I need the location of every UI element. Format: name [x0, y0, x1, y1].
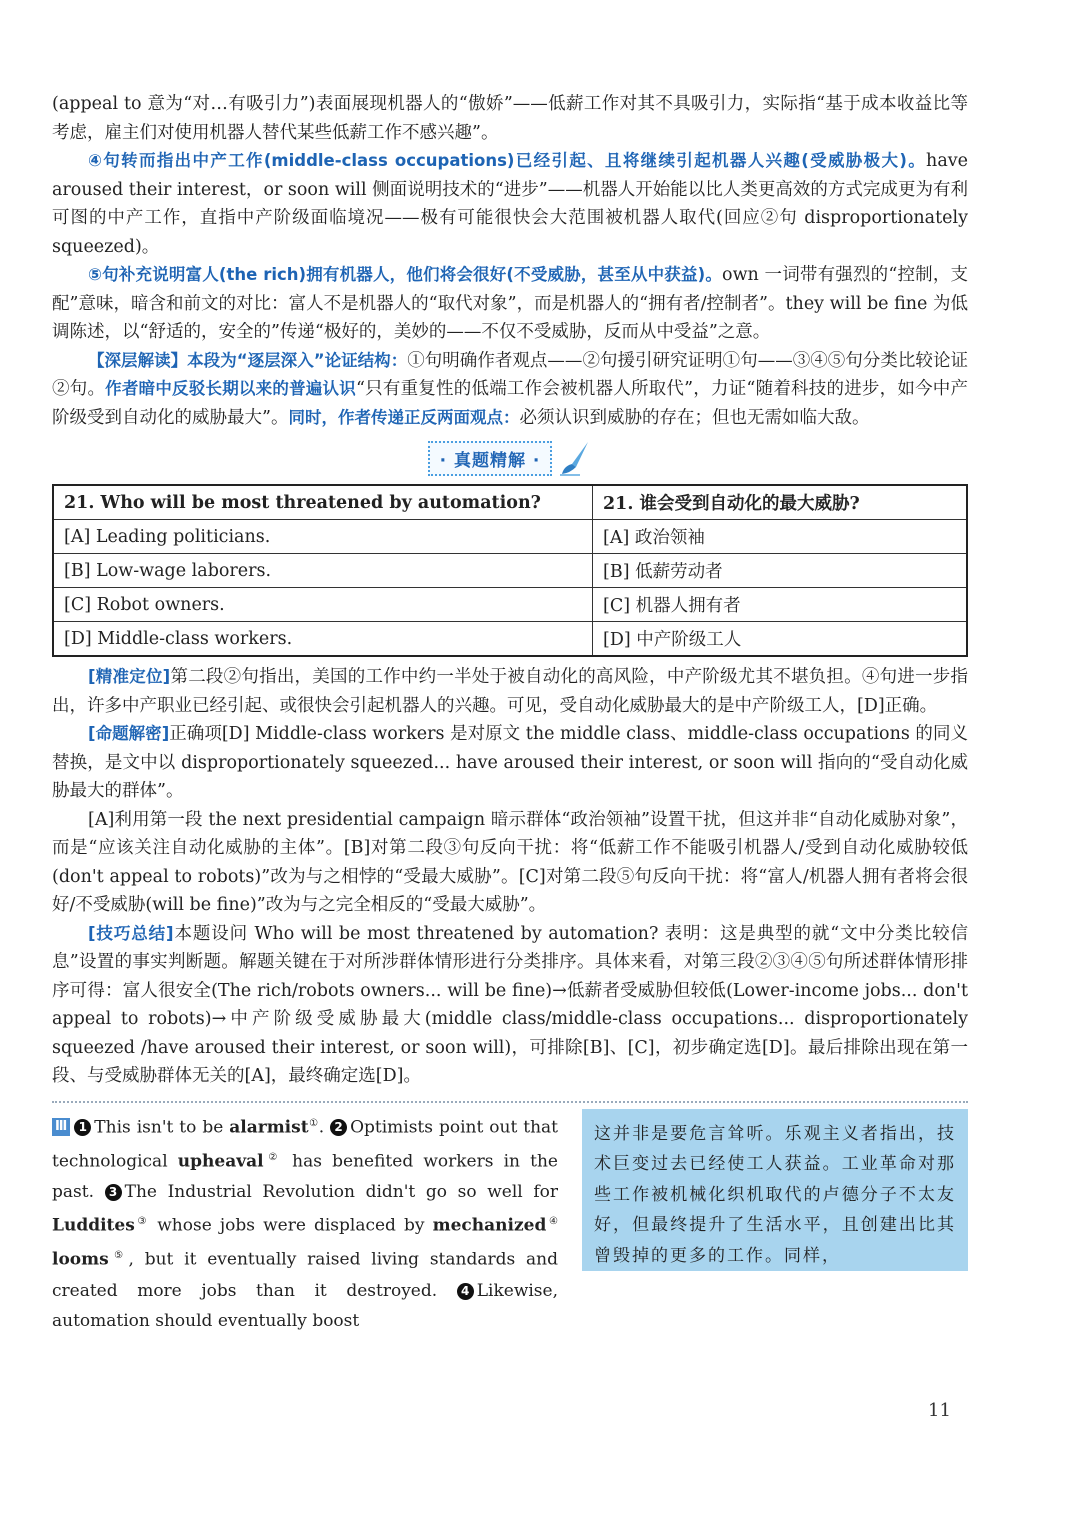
sentence-5-explanation: own 一词带有强烈的“控制，支配”意味，暗含和前文的对比：富人不是机器人的“取代对象”，而是机器人的“拥有者/控制者”。they will be fine 为低调陈述，以“舒适的，安全的”传递“极好的，美妙的——不仅不受威胁，反而从中受益”之意。 [52, 265, 968, 342]
option-d-en: [D] Middle-class workers. [53, 622, 593, 657]
analysis-distractors: [A]利用第一段 the next presidential campaign 暗示群体“政治领袖”设置干扰，但这并非“自动化威胁对象”，而是“应该关注自动化威胁的主体”。[B]对第二段③句反向干扰：将“低薪工作不能吸引机器人/受到自动化威胁较低(don't appeal to robots)”改为与之相悖的“受最大威胁”。[C]对第二段⑤句反向干扰：将“富人/机器人拥有者将会很好/不受威胁(will be fine)”改为与之完全相反的“受最大威胁”。 [52, 809, 968, 915]
analysis-locate [52, 663, 968, 720]
tips-label: [技巧总结] [88, 923, 174, 943]
paragraph-marker: Ⅲ [52, 1118, 70, 1136]
sentence-4-explanation: have aroused their interest，or soon will 侧面说明技术的“进步”——机器人开始能以比人类更高效的方式完成更为有利可图的中产工作，直指中产阶级面临境况——极有可能很快会大范围被机器人取代(回应②句 disproportionately squeezed)。 [52, 151, 968, 257]
passage-english [52, 1109, 558, 1337]
paragraph-deep-reading [52, 347, 968, 433]
section-title: · 真题精解 · [428, 441, 553, 476]
deep-reading-label: 【深层解读】本段为“逐层深入”论证结构： [88, 350, 408, 370]
paragraph-appeal: (appeal to 意为“对…有吸引力”)表面展现机器人的“傲娇”——低薪工作对其不具吸引力，实际指“基于成本收益比等考虑，雇主们对使用机器人替代某些低薪工作不感兴趣”。 [52, 94, 968, 143]
deep-reading-text-e: 必须认识到威胁的存在；但也无需如临大敌。 [519, 407, 870, 428]
table-row [53, 554, 967, 588]
translation-text: 这并非是要危言耸听。乐观主义者指出，技术巨变过去已经使工人获益。工业革命对那些工作被机械化织机取代的卢德分子不太友好，但最终提升了生活水平，且创建出比其曾毁掉的更多的工作。同样， [594, 1123, 956, 1266]
tips-text: 本题设问 Who will be most threatened by automation? 表明：这是典型的就“文中分类比较信息”设置的事实判断题。解题关键在于对所涉群体情形进行分类排序。具体来看，对第三段②③④⑤句所述群体情形排序可得：富人很安全(The rich/robots owners... will be fine)→低薪者受威胁但较低(Lower-income jobs... don't appeal to robots)→中产阶级受威胁最大(middle class/middle-class occupations... disproportionately squeezed /have aroused their interest, or soon will)，可排除[B]、[C]，初步确定选[D]。最后排除出现在第一段、与受威胁群体无关的[A]，最终确定选[D]。 [52, 923, 968, 1086]
sentence-number-3: 3 [105, 1184, 122, 1201]
analysis-tips [52, 920, 968, 1091]
passage-translation [582, 1109, 968, 1271]
decode-text: 正确项[D] Middle-class workers 是对原文 the middle class、middle-class occupations 的同义替换，是文中以 disproportionately squeezed... have aroused their interest, or soon will 指向的“受自动化威胁最大的群体”。 [52, 724, 968, 801]
divider [52, 1101, 968, 1103]
option-a-cn: [A] 政治领袖 [593, 520, 968, 554]
sentence-number-1: 1 [74, 1119, 91, 1136]
option-b-en: [B] Low-wage laborers. [53, 554, 593, 588]
table-row [53, 588, 967, 622]
footnote-2: ② [263, 1151, 283, 1163]
option-c-cn: [C] 机器人拥有者 [593, 588, 968, 622]
sentence-3-text: The Industrial Revolution didn't go so well for [124, 1181, 558, 1202]
sentence-1-end: . [318, 1117, 331, 1138]
option-c-en: [C] Robot owners. [53, 588, 593, 622]
footnote-4: ④ [546, 1216, 559, 1228]
deep-reading-highlight-d: 同时，作者传递正反两面观点： [288, 407, 520, 427]
vocab-luddites: Luddites [52, 1215, 135, 1236]
sentence-number-4: 4 [457, 1283, 474, 1300]
locate-text: 第二段②句指出，美国的工作中约一半处于被自动化的高风险，中产阶级尤其不堪负担。④句进一步指出，许多中产职业已经引起、或很快会引起机器人的兴趣。可见，受自动化威胁最大的是中产阶级工人，[D]正确。 [52, 667, 968, 716]
sentence-2-text: Optimists point out that technological [52, 1117, 558, 1172]
analysis-section [52, 663, 968, 1091]
sentence-4-text: Likewise, automation should eventually boost [52, 1280, 558, 1332]
question-table [52, 484, 968, 657]
brush-icon [558, 440, 592, 476]
deep-reading-text-a: ①句明确作者观点——②句援引研究证明①句——③④⑤句分类比较论证②句。 [52, 350, 968, 399]
option-b-cn: [B] 低薪劳动者 [593, 554, 968, 588]
footnote-3: ③ [134, 1216, 150, 1228]
table-row [53, 485, 967, 520]
sentence-3-end: , but it eventually raised living standards and created more jobs than it destroyed. [52, 1250, 559, 1301]
deep-reading-highlight-b: 作者暗中反驳长期以来的普遍认识 [105, 379, 356, 398]
section-title-wrap [52, 440, 968, 476]
sentence-2-end: has benefited workers in the past. [52, 1151, 558, 1202]
highlight-sentence-5: ⑤句补充说明富人(the rich)拥有机器人，他们将会很好(不受威胁，甚至从中获益)。 [88, 265, 723, 284]
vocab-mechanized: mechanized [432, 1215, 547, 1236]
table-row [53, 520, 967, 554]
highlight-sentence-4: ④句转而指出中产工作(middle-class occupations)已经引起、且将继续引起机器人兴趣(受威胁极大)。 [88, 151, 927, 170]
passage-block [52, 1109, 968, 1337]
vocab-looms: looms [52, 1250, 109, 1271]
footnote-1: ① [308, 1117, 319, 1129]
sentence-1-text: This isn't to be [94, 1117, 230, 1138]
page-content [52, 90, 968, 1337]
locate-label: [精准定位] [88, 667, 171, 686]
vocab-upheaval: upheaval [177, 1151, 264, 1172]
footnote-5: ⑤ [108, 1250, 129, 1262]
decode-label: [命题解密] [88, 724, 170, 743]
vocab-alarmist: alarmist [229, 1117, 309, 1138]
paragraph-sentence-4 [52, 147, 968, 261]
sentence-3-mid: whose jobs were displaced by [149, 1215, 433, 1236]
table-row [53, 622, 967, 657]
question-en: 21. Who will be most threatened by automation? [53, 485, 593, 520]
page-number: 11 [928, 1400, 951, 1421]
deep-reading-text-c: “只有重复性的低端工作会被机器人所取代”，力证“随着科技的进步，如今中产阶级受到自动化的威胁最大”。 [52, 379, 969, 428]
sentence-number-2: 2 [330, 1119, 347, 1136]
option-d-cn: [D] 中产阶级工人 [593, 622, 968, 657]
paragraph-sentence-5 [52, 261, 968, 347]
question-cn: 21. 谁会受到自动化的最大威胁? [593, 485, 968, 520]
option-a-en: [A] Leading politicians. [53, 520, 593, 554]
analysis-decode [52, 720, 968, 806]
